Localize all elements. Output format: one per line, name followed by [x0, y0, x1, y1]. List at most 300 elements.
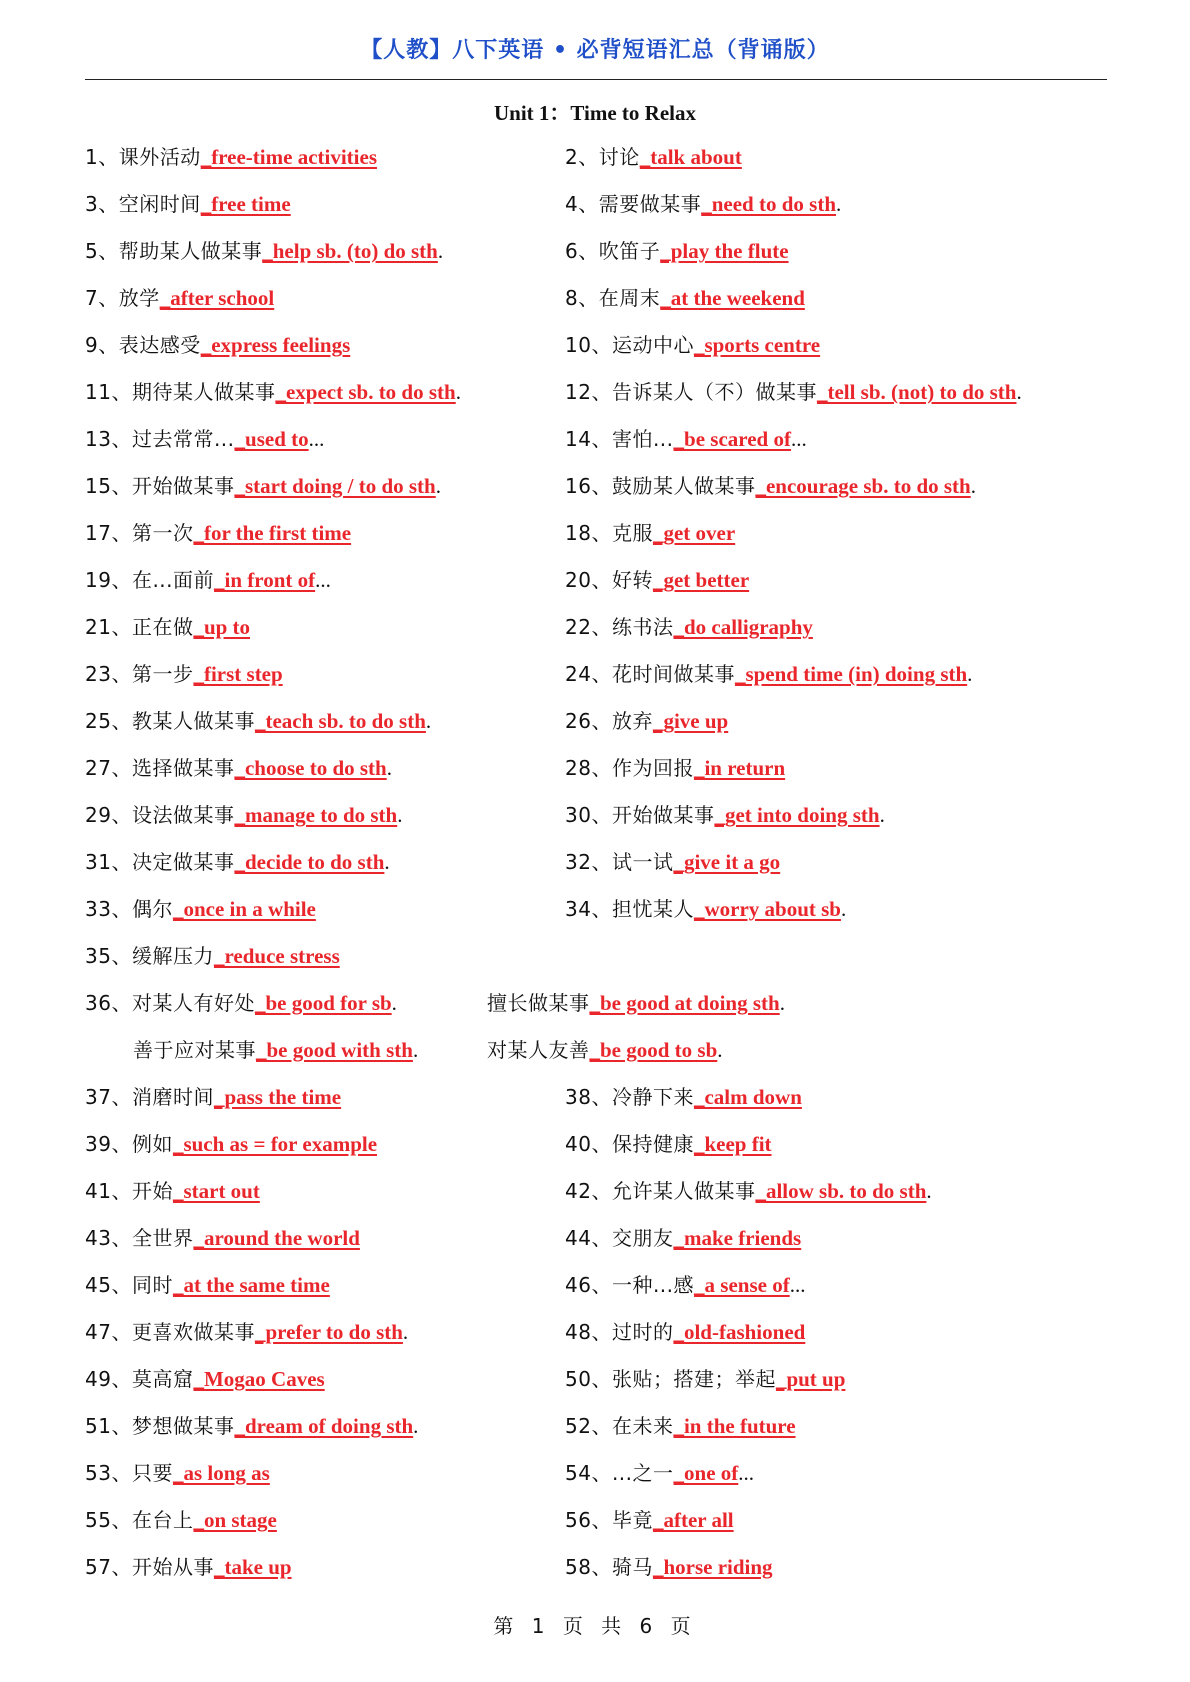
item-number: 15、	[85, 474, 132, 498]
item-number: 53、	[85, 1461, 132, 1485]
phrase-item	[85, 933, 340, 980]
phrase-row	[85, 980, 1115, 1027]
item-number: 40、	[565, 1132, 612, 1156]
phrase-item	[565, 463, 976, 510]
item-number: 30、	[565, 803, 612, 827]
item-number: 9、	[85, 333, 119, 357]
english-phrase: _pass the time	[213, 1085, 342, 1109]
phrase-row	[85, 792, 1115, 839]
phrase-item	[85, 463, 441, 510]
english-phrase: _decide to do sth	[234, 850, 385, 874]
item-number: 38、	[565, 1085, 612, 1109]
chinese-meaning: 开始	[131, 1179, 173, 1203]
chinese-meaning: 决定做某事	[131, 850, 235, 874]
phrase-item	[85, 134, 377, 181]
phrase-item	[565, 134, 742, 181]
english-phrase: _at the same time	[172, 1273, 330, 1297]
item-number: 32、	[565, 850, 612, 874]
item-number: 16、	[565, 474, 612, 498]
unit-heading: Unit 1：Time to Relax	[493, 101, 696, 125]
chinese-meaning: 克服	[611, 521, 653, 545]
chinese-meaning: 设法做某事	[131, 803, 235, 827]
english-phrase: _reduce stress	[213, 944, 340, 968]
item-number: 49、	[85, 1367, 132, 1391]
chinese-meaning: 在未来	[611, 1414, 674, 1438]
chinese-meaning: 消磨时间	[131, 1085, 214, 1109]
chinese-meaning: 过时的	[611, 1320, 674, 1344]
item-number: 41、	[85, 1179, 132, 1203]
phrase-item	[85, 1262, 330, 1309]
trailing-punct: .	[840, 897, 847, 921]
chinese-meaning: 运动中心	[611, 333, 694, 357]
chinese-meaning: 梦想做某事	[131, 1414, 235, 1438]
phrase-row	[85, 1168, 1115, 1215]
english-phrase: _start doing / to do sth	[234, 474, 436, 498]
english-phrase: _teach sb. to do sth	[254, 709, 426, 733]
phrase-row	[85, 463, 1115, 510]
item-number: 6、	[565, 239, 599, 263]
item-number: 47、	[85, 1320, 132, 1344]
phrase-item	[85, 275, 274, 322]
chinese-meaning: 全世界	[131, 1226, 194, 1250]
english-phrase: _manage to do sth	[234, 803, 398, 827]
phrase-item	[565, 839, 780, 886]
english-phrase: _calm down	[693, 1085, 802, 1109]
chinese-meaning: 同时	[131, 1273, 173, 1297]
phrase-row	[85, 134, 1115, 181]
trailing-punct: .	[425, 709, 432, 733]
chinese-meaning: 试一试	[611, 850, 674, 874]
phrase-row	[85, 1356, 1115, 1403]
english-phrase: _such as = for example	[172, 1132, 378, 1156]
english-phrase: _need to do sth	[701, 192, 837, 216]
phrase-item	[565, 1074, 802, 1121]
english-phrase: _spend time (in) doing sth	[734, 662, 968, 686]
trailing-punct: ...	[738, 1461, 755, 1485]
item-number: 5、	[85, 239, 119, 263]
phrase-item	[85, 416, 324, 463]
phrase-item	[565, 1356, 845, 1403]
phrase-item	[565, 1262, 805, 1309]
phrase-row	[85, 745, 1115, 792]
item-number: 4、	[565, 192, 599, 216]
phrase-row	[85, 1497, 1115, 1544]
title-divider	[85, 79, 1107, 80]
phrase-item	[565, 1309, 805, 1356]
chinese-meaning: 过去常常...	[131, 427, 235, 451]
phrase-row	[85, 886, 1115, 933]
item-number: 21、	[85, 615, 132, 639]
english-phrase: _expect sb. to do sth	[275, 380, 456, 404]
english-phrase: _get over	[652, 521, 736, 545]
phrase-item	[85, 1121, 377, 1168]
english-phrase: _give it a go	[673, 850, 781, 874]
chinese-meaning: 对某人友善	[487, 1038, 590, 1062]
phrase-item	[85, 369, 461, 416]
item-number: 25、	[85, 709, 132, 733]
english-phrase: _up to	[193, 615, 251, 639]
english-phrase: _after school	[159, 286, 275, 310]
page-footer: 第 1 页 共 6 页	[493, 1614, 697, 1638]
trailing-punct: .	[717, 1038, 723, 1062]
item-number: 35、	[85, 944, 132, 968]
trailing-punct: .	[779, 991, 785, 1015]
chinese-meaning: 开始做某事	[611, 803, 715, 827]
item-number: 7、	[85, 286, 119, 310]
english-phrase: _express feelings	[200, 333, 351, 357]
chinese-meaning: 只要	[131, 1461, 173, 1485]
phrase-row	[85, 839, 1115, 886]
trailing-punct: ...	[789, 1273, 806, 1297]
chinese-meaning: 保持健康	[611, 1132, 694, 1156]
english-phrase: _help sb. (to) do sth	[262, 239, 438, 263]
item-number: 17、	[85, 521, 132, 545]
phrase-item	[85, 181, 291, 228]
phrase-item	[565, 510, 735, 557]
chinese-meaning: 教某人做某事	[131, 709, 255, 733]
english-phrase: _be scared of	[673, 427, 791, 451]
phrase-item	[85, 1356, 325, 1403]
chinese-meaning: 缓解压力	[131, 944, 214, 968]
phrase-item	[85, 1403, 418, 1450]
chinese-meaning: 开始从事	[131, 1555, 214, 1579]
chinese-meaning: 第一步	[131, 662, 194, 686]
english-phrase: _as long as	[172, 1461, 270, 1485]
chinese-meaning: 担忧某人	[611, 897, 694, 921]
document-title: 【人教】八下英语 • 必背短语汇总（背诵版）	[360, 38, 830, 63]
phrase-item	[85, 980, 397, 1027]
english-phrase: _first step	[193, 662, 283, 686]
trailing-punct: .	[413, 1414, 419, 1438]
phrase-item	[85, 1497, 277, 1544]
phrase-item	[133, 1027, 418, 1074]
item-number: 33、	[85, 897, 132, 921]
chinese-meaning: 帮助某人做某事	[118, 239, 263, 263]
english-phrase: _be good at doing sth	[589, 991, 780, 1015]
phrase-item	[565, 369, 1022, 416]
chinese-meaning: ...之一	[611, 1461, 674, 1485]
english-phrase: _do calligraphy	[673, 615, 813, 639]
english-phrase: _in return	[693, 756, 786, 780]
item-number: 26、	[565, 709, 612, 733]
item-number: 56、	[565, 1508, 612, 1532]
trailing-punct: .	[397, 803, 403, 827]
phrase-item	[565, 416, 807, 463]
phrase-row	[85, 1215, 1115, 1262]
chinese-meaning: 表达感受	[118, 333, 201, 357]
phrase-item	[85, 1309, 408, 1356]
item-number: 54、	[565, 1461, 612, 1485]
item-number: 14、	[565, 427, 612, 451]
chinese-meaning: 在台上	[131, 1508, 194, 1532]
chinese-meaning: 吹笛子	[598, 239, 661, 263]
trailing-punct: .	[879, 803, 885, 827]
trailing-punct: .	[970, 474, 976, 498]
item-number: 18、	[565, 521, 612, 545]
chinese-meaning: 一种...感	[611, 1273, 695, 1297]
item-number: 58、	[565, 1555, 612, 1579]
phrase-item	[85, 322, 350, 369]
chinese-meaning: 交朋友	[611, 1226, 674, 1250]
chinese-meaning: 冷静下来	[611, 1085, 694, 1109]
phrase-item	[565, 181, 841, 228]
item-number: 11、	[85, 380, 132, 404]
chinese-meaning: 空闲时间	[118, 192, 201, 216]
english-phrase: _be good for sb	[254, 991, 392, 1015]
chinese-meaning: 告诉某人（不）做某事	[611, 380, 817, 404]
item-number: 57、	[85, 1555, 132, 1579]
english-phrase: _take up	[213, 1555, 292, 1579]
trailing-punct: .	[437, 239, 444, 263]
item-number: 22、	[565, 615, 612, 639]
item-number: 44、	[565, 1226, 612, 1250]
english-phrase: _tell sb. (not) to do sth	[816, 380, 1017, 404]
item-number: 2、	[565, 145, 599, 169]
phrase-row	[85, 1027, 1115, 1074]
item-number: 52、	[565, 1414, 612, 1438]
item-number: 43、	[85, 1226, 132, 1250]
phrase-row	[85, 1544, 1115, 1591]
chinese-meaning: 在...面前	[131, 568, 215, 592]
item-number: 3、	[85, 192, 119, 216]
english-phrase: _once in a while	[172, 897, 316, 921]
phrase-item	[85, 1074, 341, 1121]
item-number: 37、	[85, 1085, 132, 1109]
chinese-meaning: 擅长做某事	[487, 991, 590, 1015]
phrase-row	[85, 369, 1115, 416]
chinese-meaning: 鼓励某人做某事	[611, 474, 756, 498]
chinese-meaning: 在周末	[598, 286, 661, 310]
trailing-punct: .	[384, 850, 390, 874]
english-phrase: _dream of doing sth	[234, 1414, 414, 1438]
chinese-meaning: 莫高窟	[131, 1367, 194, 1391]
item-number: 29、	[85, 803, 132, 827]
english-phrase: _for the first time	[193, 521, 352, 545]
phrase-row	[85, 1450, 1115, 1497]
phrase-row	[85, 228, 1115, 275]
phrase-item	[565, 698, 728, 745]
phrase-row	[85, 510, 1115, 557]
item-number: 1、	[85, 145, 119, 169]
item-number: 27、	[85, 756, 132, 780]
english-phrase: _free-time activities	[200, 145, 377, 169]
phrase-item	[565, 228, 789, 275]
english-phrase: _make friends	[673, 1226, 802, 1250]
item-number: 34、	[565, 897, 612, 921]
chinese-meaning: 正在做	[131, 615, 194, 639]
chinese-meaning: 偶尔	[131, 897, 173, 921]
item-number: 8、	[565, 286, 599, 310]
phrase-item	[565, 275, 805, 322]
chinese-meaning: 练书法	[611, 615, 674, 639]
english-phrase: _old-fashioned	[673, 1320, 806, 1344]
phrase-row	[85, 1403, 1115, 1450]
phrase-item	[565, 557, 749, 604]
phrase-item	[565, 745, 785, 792]
english-phrase: _around the world	[193, 1226, 360, 1250]
chinese-meaning: 更喜欢做某事	[131, 1320, 255, 1344]
phrase-row	[85, 1309, 1115, 1356]
phrase-item	[565, 1121, 772, 1168]
phrase-item	[565, 886, 846, 933]
trailing-punct: .	[402, 1320, 409, 1344]
english-phrase: _free time	[200, 192, 291, 216]
item-number: 12、	[565, 380, 612, 404]
phrase-row	[85, 416, 1115, 463]
phrase-item	[85, 886, 316, 933]
chinese-meaning: 选择做某事	[131, 756, 235, 780]
chinese-meaning: 期待某人做某事	[131, 380, 276, 404]
chinese-meaning: 好转	[611, 568, 653, 592]
trailing-punct: .	[1016, 380, 1022, 404]
item-number: 23、	[85, 662, 132, 686]
chinese-meaning: 骑马	[611, 1555, 653, 1579]
phrase-row	[85, 181, 1115, 228]
english-phrase: _get better	[652, 568, 750, 592]
item-number: 20、	[565, 568, 612, 592]
phrase-item	[85, 604, 250, 651]
item-number: 42、	[565, 1179, 612, 1203]
item-number: 45、	[85, 1273, 132, 1297]
phrase-item	[85, 228, 443, 275]
trailing-punct: ...	[308, 427, 325, 451]
phrase-item	[565, 1450, 754, 1497]
chinese-meaning: 作为回报	[611, 756, 694, 780]
english-phrase: _Mogao Caves	[193, 1367, 325, 1391]
chinese-meaning: 毕竟	[611, 1508, 653, 1532]
english-phrase: _a sense of	[694, 1273, 790, 1297]
phrase-item	[85, 1168, 260, 1215]
chinese-meaning: 例如	[131, 1132, 173, 1156]
phrase-item	[565, 1497, 734, 1544]
english-phrase: _prefer to do sth	[254, 1320, 403, 1344]
english-phrase: _give up	[652, 709, 729, 733]
chinese-meaning: 第一次	[131, 521, 194, 545]
chinese-meaning: 对某人有好处	[131, 991, 255, 1015]
phrase-row	[85, 933, 1115, 980]
phrase-item	[565, 792, 885, 839]
english-phrase: _put up	[775, 1367, 846, 1391]
item-number: 19、	[85, 568, 132, 592]
item-number: 39、	[85, 1132, 132, 1156]
english-phrase: _get into doing sth	[714, 803, 880, 827]
phrase-item	[85, 839, 390, 886]
phrase-list	[85, 134, 1115, 1591]
english-phrase: _one of	[673, 1461, 739, 1485]
phrase-item	[565, 651, 972, 698]
phrase-row	[85, 698, 1115, 745]
english-phrase: _at the weekend	[660, 286, 805, 310]
trailing-punct: .	[455, 380, 461, 404]
item-number: 50、	[565, 1367, 612, 1391]
phrase-item	[85, 1544, 292, 1591]
english-phrase: _choose to do sth	[234, 756, 387, 780]
phrase-item	[565, 1168, 932, 1215]
phrase-row	[85, 604, 1115, 651]
english-phrase: _allow sb. to do sth	[755, 1179, 927, 1203]
chinese-meaning: 允许某人做某事	[611, 1179, 756, 1203]
trailing-punct: .	[391, 991, 397, 1015]
chinese-meaning: 课外活动	[118, 145, 201, 169]
phrase-row	[85, 1121, 1115, 1168]
phrase-row	[85, 322, 1115, 369]
phrase-item	[85, 1215, 360, 1262]
phrase-item	[85, 745, 392, 792]
english-phrase: _worry about sb	[693, 897, 841, 921]
chinese-meaning: 害怕...	[611, 427, 674, 451]
chinese-meaning: 放学	[118, 286, 160, 310]
phrase-item	[565, 1544, 773, 1591]
english-phrase: _sports centre	[693, 333, 821, 357]
phrase-row	[85, 1262, 1115, 1309]
item-number: 31、	[85, 850, 132, 874]
trailing-punct: .	[412, 1038, 419, 1062]
english-phrase: _on stage	[193, 1508, 277, 1532]
english-phrase: _in front of	[214, 568, 316, 592]
english-phrase: _used to	[234, 427, 309, 451]
chinese-meaning: 张贴；搭建；举起	[611, 1367, 776, 1391]
phrase-item	[85, 557, 331, 604]
chinese-meaning: 放弃	[611, 709, 653, 733]
english-phrase: _keep fit	[693, 1132, 772, 1156]
chinese-meaning: 开始做某事	[131, 474, 235, 498]
item-number: 10、	[565, 333, 612, 357]
trailing-punct: .	[836, 192, 842, 216]
chinese-meaning: 善于应对某事	[133, 1038, 256, 1062]
phrase-row	[85, 1074, 1115, 1121]
trailing-punct: ...	[315, 568, 331, 592]
item-number: 13、	[85, 427, 132, 451]
trailing-punct: .	[967, 662, 973, 686]
english-phrase: _after all	[652, 1508, 734, 1532]
item-number: 55、	[85, 1508, 132, 1532]
phrase-item	[565, 322, 820, 369]
english-phrase: _talk about	[639, 145, 742, 169]
chinese-meaning: 需要做某事	[598, 192, 702, 216]
english-phrase: _horse riding	[652, 1555, 773, 1579]
item-number: 36、	[85, 991, 132, 1015]
english-phrase: _start out	[172, 1179, 260, 1203]
item-number: 46、	[565, 1273, 612, 1297]
phrase-item	[85, 651, 283, 698]
chinese-meaning: 讨论	[598, 145, 640, 169]
english-phrase: _be good to sb	[589, 1038, 718, 1062]
item-number: 24、	[565, 662, 612, 686]
phrase-row	[85, 651, 1115, 698]
phrase-item	[85, 698, 431, 745]
trailing-punct: ...	[790, 427, 807, 451]
phrase-row	[85, 275, 1115, 322]
item-number: 51、	[85, 1414, 132, 1438]
phrase-item	[565, 1215, 801, 1262]
english-phrase: _in the future	[673, 1414, 796, 1438]
phrase-item	[487, 980, 785, 1027]
trailing-punct: .	[926, 1179, 932, 1203]
item-number: 28、	[565, 756, 612, 780]
phrase-row	[85, 557, 1115, 604]
item-number: 48、	[565, 1320, 612, 1344]
phrase-item	[85, 792, 402, 839]
phrase-item	[85, 510, 351, 557]
english-phrase: _play the flute	[660, 239, 789, 263]
english-phrase: _be good with sth	[256, 1038, 413, 1062]
chinese-meaning: 花时间做某事	[611, 662, 735, 686]
phrase-item	[565, 604, 813, 651]
english-phrase: _encourage sb. to do sth	[755, 474, 971, 498]
phrase-item	[565, 1403, 796, 1450]
phrase-item	[487, 1027, 723, 1074]
phrase-item	[85, 1450, 270, 1497]
